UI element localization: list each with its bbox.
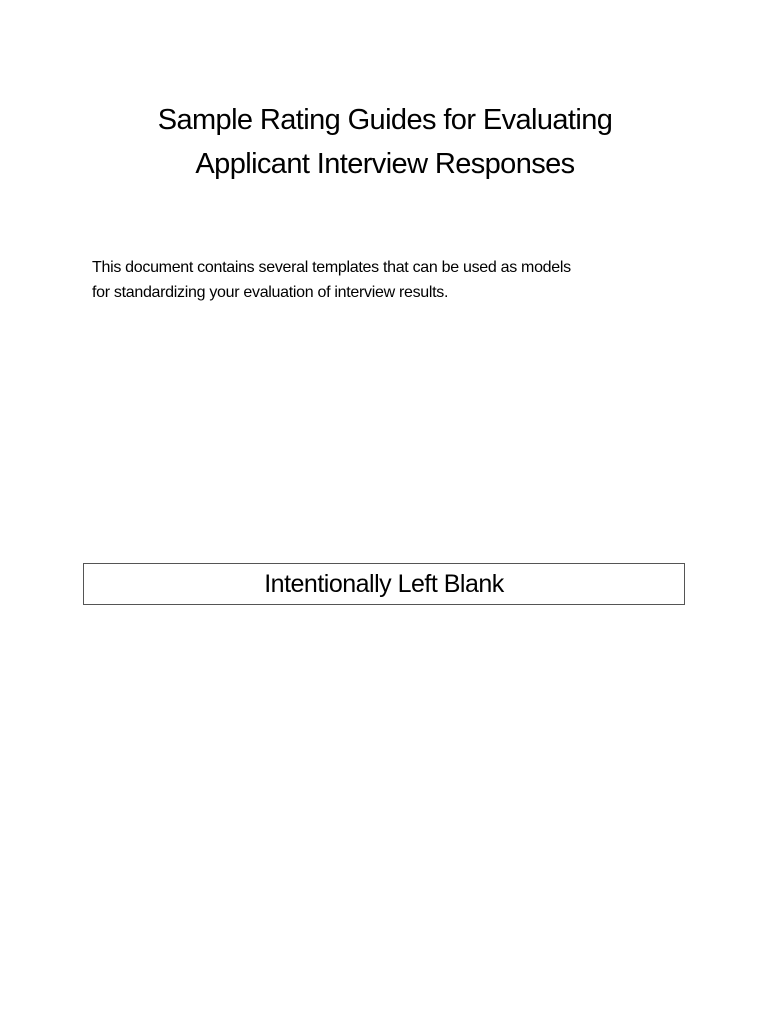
intro-line-1: This document contains several templates that can be used as models (92, 259, 571, 276)
intentionally-blank-label: Intentionally Left Blank (264, 569, 504, 598)
title-line-1: Sample Rating Guides for Evaluating (157, 104, 613, 136)
page-title (0, 98, 770, 186)
intentionally-blank-box (83, 563, 685, 605)
title-line-2: Applicant Interview Responses (195, 148, 575, 180)
intro-line-2: for standardizing your evaluation of interview results. (92, 284, 449, 301)
intro-paragraph (92, 255, 692, 305)
